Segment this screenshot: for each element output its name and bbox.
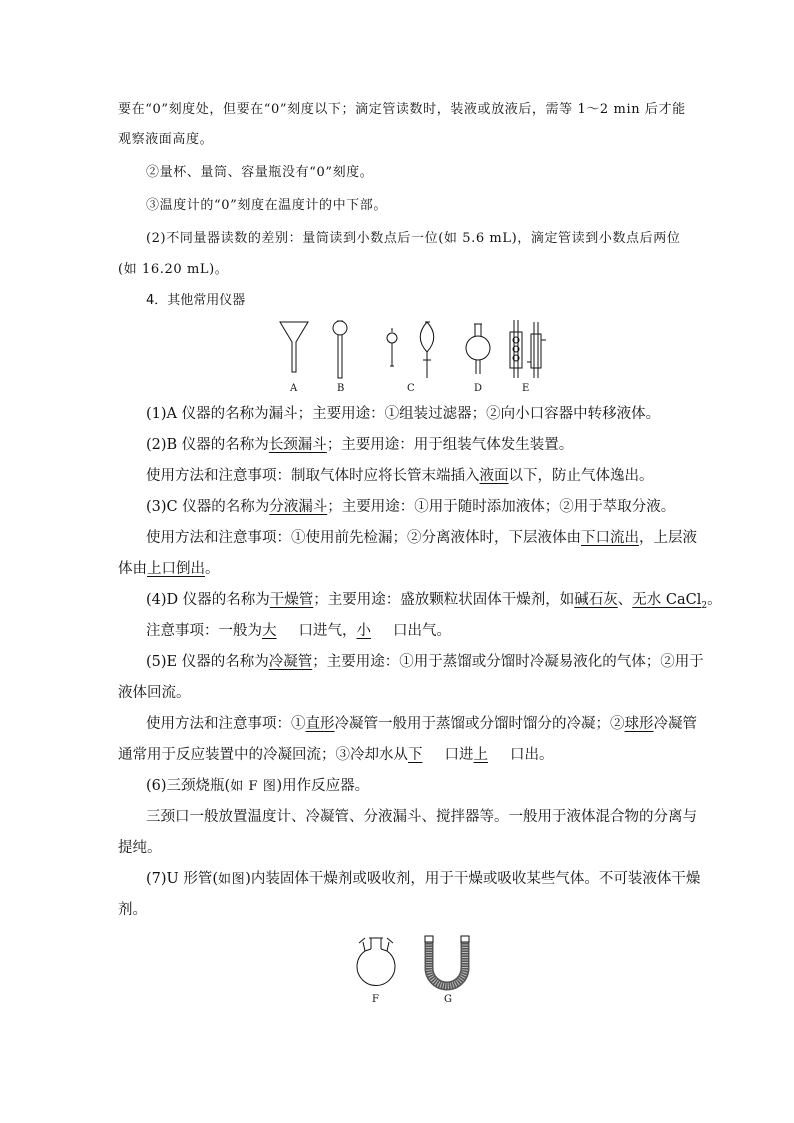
text-line: 提纯。: [118, 840, 162, 856]
condenser-drawing: [510, 320, 546, 378]
three-neck-flask-drawing: [357, 938, 395, 985]
label-d: D: [474, 383, 483, 394]
text-line: 使用方法和注意事项：制取气体时应将长管末端插入液面以下，防止气体逸出。: [146, 468, 654, 484]
text-line: 液体回流。: [118, 685, 191, 701]
text-line: (7)U 形管(如图)内装固体干燥剂或吸收剂，用于干燥或吸收某些气体。不可装液体干燥: [146, 871, 701, 887]
instrument-figure-1: [270, 316, 550, 396]
text-line: (1)A 仪器的名称为漏斗；主要用途：①组装过滤器；②向小口容器中转移液体。: [146, 406, 661, 422]
separatory-funnel-drawing: [387, 322, 434, 378]
text-line: (6)三颈烧瓶(如 F 图)用作反应器。: [146, 778, 370, 794]
text-line: 注意事项：一般为大 口进气，小 口出气。: [146, 623, 451, 639]
label-e: E: [522, 383, 530, 394]
label-g: G: [444, 994, 452, 1004]
text-line: 要在“0”刻度处，但要在“0”刻度以下；滴定管读数时，装液或放液后，需等 1～2 min 后才能: [118, 102, 686, 117]
label-f: F: [372, 994, 379, 1004]
text-line: (如 16.20 mL)。: [118, 262, 229, 277]
label-b: B: [337, 383, 345, 394]
text-line: 观察液面高度。: [118, 132, 214, 147]
text-line: 通常用于反应装置中的冷凝回流；③冷却水从下 口进上 口出。: [118, 747, 554, 763]
funnel-drawing: [280, 322, 308, 372]
drying-tube-drawing: [466, 324, 490, 374]
text-line: (5)E 仪器的名称为冷凝管；主要用途：①用于蒸馏或分馏时冷凝易液化的气体；②用于: [146, 654, 704, 670]
u-tube-drawing: [425, 936, 469, 986]
text-line: 剂。: [118, 902, 147, 918]
text-line: (2)B 仪器的名称为长颈漏斗；主要用途：用于组装气体发生装置。: [146, 437, 574, 453]
text-line: (4)D 仪器的名称为干燥管；主要用途：盛放颗粒状固体干燥剂，如碱石灰、无水 CaCl$_2$。: [146, 592, 722, 611]
text-line: 使用方法和注意事项：①直形冷凝管一般用于蒸馏或分馏时馏分的冷凝；②球形冷凝管: [146, 716, 697, 732]
text-line: 体由上口倒出。: [118, 561, 220, 577]
label-c: C: [407, 383, 415, 394]
text-line: 使用方法和注意事项：①使用前先检漏；②分离液体时，下层液体由下口流出，上层液: [146, 530, 697, 546]
text-line: 三颈口一般放置温度计、冷凝管、分液漏斗、搅拌器等。一般用于液体混合物的分离与: [146, 809, 697, 825]
text-line: ②量杯、量筒、容量瓶没有“0”刻度。: [146, 165, 374, 180]
section-heading: 4．其他常用仪器: [146, 293, 246, 308]
text-line: (2)不同量器读数的差别：量筒读到小数点后一位(如 5.6 mL)，滴定管读到小数点后两位: [146, 231, 681, 246]
instrument-figure-2: [345, 934, 485, 1004]
long-neck-funnel-drawing: [333, 321, 347, 378]
label-a: A: [290, 383, 298, 394]
text-line: ③温度计的“0”刻度在温度计的中下部。: [146, 198, 387, 213]
text-line: (3)C 仪器的名称为分液漏斗；主要用途：①用于随时添加液体；②用于萃取分液。: [146, 499, 676, 515]
